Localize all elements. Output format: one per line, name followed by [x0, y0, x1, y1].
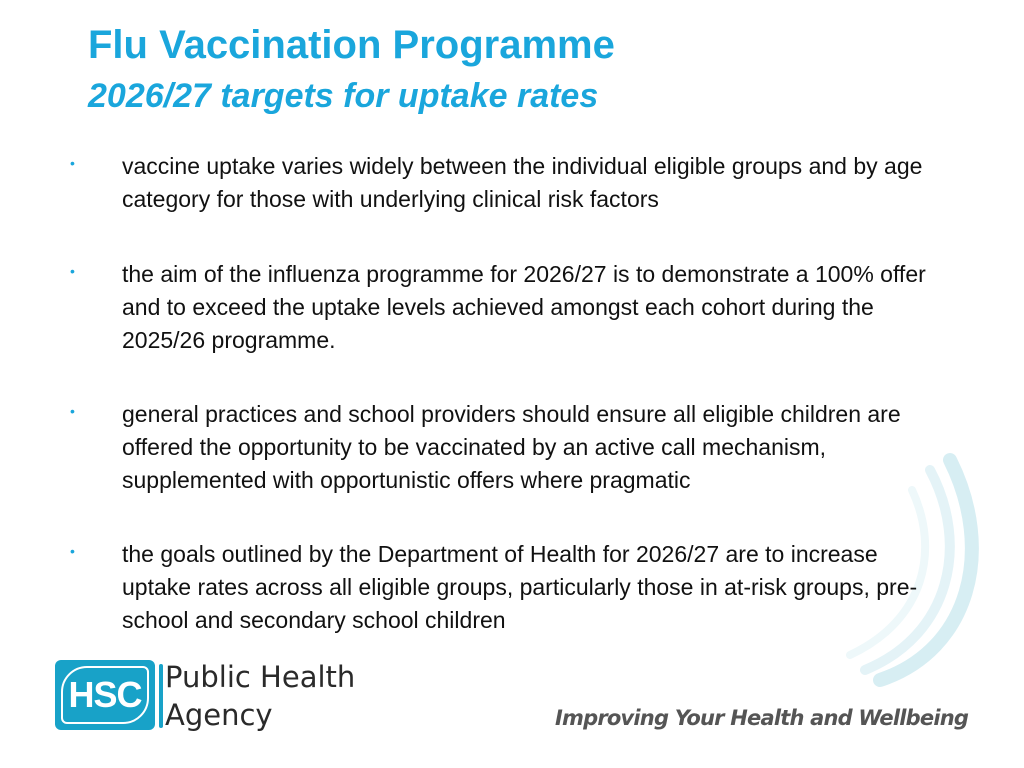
bullet-marker: • [70, 155, 75, 171]
hsc-logo-mark [55, 660, 155, 730]
hsc-public-health-agency-logo [55, 660, 355, 738]
bullet-text: vaccine uptake varies widely between the individual eligible groups and by age category for those with underlying clinical risk factors [122, 153, 923, 212]
bullet-text: the aim of the influenza programme for 2026/27 is to demonstrate a 100% offer and to exceed the uptake levels achieved amongst each cohort during the 2025/26 programme. [122, 261, 926, 353]
logo-separator [159, 664, 163, 728]
slide-title: Flu Vaccination Programme [88, 23, 615, 67]
slide-subtitle: 2026/27 targets for uptake rates [88, 77, 599, 115]
bullet-text: the goals outlined by the Department of Health for 2026/27 are to increase uptake rates across all eligible groups, particularly those in at-risk groups, pre-school and secondary school children [122, 541, 918, 633]
logo-mark-text: HSC [68, 674, 142, 715]
bullet-text: general practices and school providers should ensure all eligible children are offered the opportunity to be vaccinated by an active call mechanism, supplemented with opportunistic offers where pragmatic [122, 401, 901, 493]
agency-name-line2: Agency [165, 698, 273, 732]
tagline: Improving Your Health and Wellbeing [555, 706, 969, 730]
agency-name-line1: Public Health [165, 660, 356, 694]
bullet-marker: • [70, 263, 75, 279]
bullet-marker: • [70, 543, 75, 559]
bullet-marker: • [70, 403, 75, 419]
